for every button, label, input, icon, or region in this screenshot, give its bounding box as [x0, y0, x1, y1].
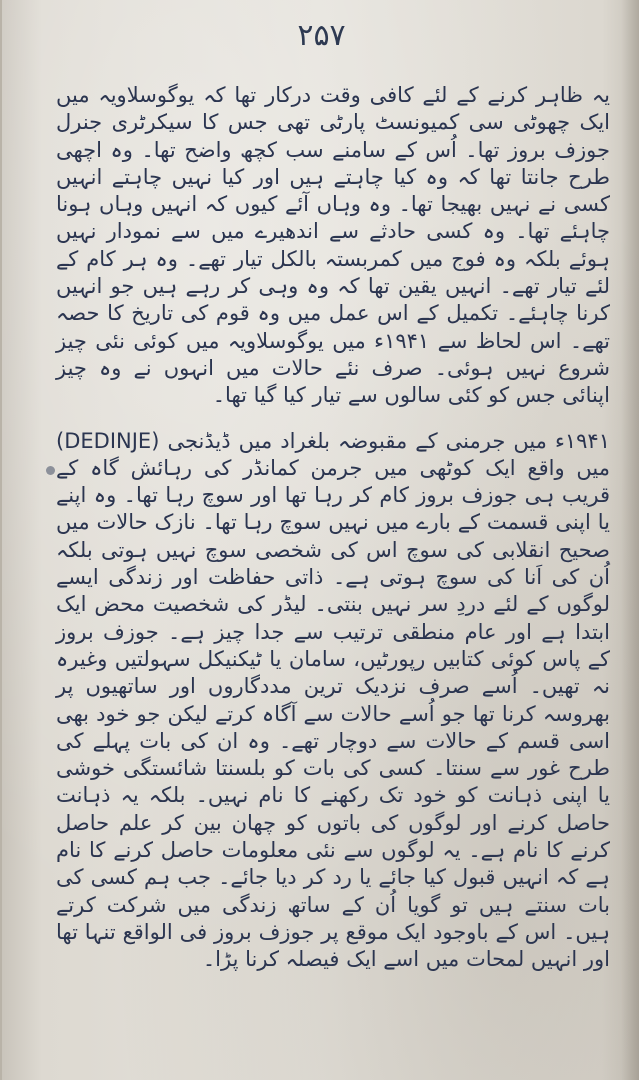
- paragraph-1: یہ ظاہر کرنے کے لئے کافی وقت درکار تھا کہ یوگوسلاویہ میں ایک چھوٹی سی کمیونسٹ پارٹی تھی جس کا سیکرٹری جنرل جوزف بروز تھا۔ اُس کے سامنے سب کچھ واضح تھا۔ وہ اچھی طرح جانتا تھا کہ وہ کیا چاہتے ہیں اور کیا نہیں چاہتے انہیں کسی نے نہیں بھیجا تھا۔ وہ وہاں آئے کیوں کہ انہیں وہاں ہونا چاہئے تھا۔ وہ کسی حادثے سے اندھیرے میں سے نمودار نہیں ہوئے بلکہ وہ فوج میں کمربستہ بالکل تیار تھے۔ وہ ہر کام کے لئے تیار تھے۔ انہیں یقین تھا کہ وہ وہی کر رہے ہیں جو انہیں کرنا چاہئے۔ تکمیل کے اس عمل میں وہ قوم کی تاریخ کا حصہ تھے۔ اس لحاظ سے ۱۹۴۱ء میں یوگوسلاویہ میں کوئی نئی چیز شروع نہیں ہوئی۔ صرف نئے حالات میں انہوں نے وہ چیز اپنائی جس کو کئی سالوں سے تیار کیا گیا تھا۔: [56, 83, 610, 408]
- page-edge-shadow: [621, 0, 639, 1080]
- paragraph-2: ۱۹۴۱ء میں جرمنی کے مقبوضہ بلغراد میں ڈیڈنجی (DEDINJE) میں واقع ایک کوٹھی میں جرمن کمانڈر کی رہائش گاہ کے قریب ہی جوزف بروز کام کر رہا تھا اور سوچ رہا تھا۔ وہ اپنے یا اپنی قسمت کے بارے میں نہیں سوچ رہا تھا۔ نازک حالات میں صحیح انقلابی کی سوچ اس کی شخصی سوچ نہیں ہوتی بلکہ اُن کی اَنا کی سوچ ہوتی ہے۔ ذاتی حفاظت اور زندگی ایسے لوگوں کے لئے دردِ سر نہیں بنتی۔ لیڈر کی شخصیت محض ایک ابتدا ہے اور عام منطقی ترتیب سے جدا چیز ہے۔ جوزف بروز کے پاس کوئی کتابیں رپورٹیں، سامان یا ٹیکنیکل سہولتیں وغیرہ نہ تھیں۔ اُسے صرف نزدیک ترین مددگاروں اور ساتھیوں پر بھروسہ کرنا تھا جو اُسے حالات سے آگاہ کرتے لیکن جو خود بھی اسی قسم کے حالات سے دوچار تھے۔ وہ ان کی بات پہلے کی طرح غور سے سنتا۔ کسی کی بات کو بلسنتا شائستگی خوشی یا اپنی ذہانت کو خود تک رکھنے کا نام نہیں۔ بلکہ یہ ذہانت حاصل کرنے اور لوگوں کی باتوں کو چھان بین کر علم حاصل کرنے کا نام ہے۔ یہ لوگوں سے نئی معلومات حاصل کرنے کا نام ہے کہ انہیں قبول کیا جائے یا رد کر دیا جائے۔ جب ہم کسی کی بات سنتے ہیں تو گویا اُن کے ساتھ زندگی میں شرکت کرتے ہیں۔ اس کے باوجود ایک موقع پر جوزف بروز فی الواقع تنہا تھا اور انہیں لمحات میں اسے ایک فیصلہ کرنا پڑا۔: [56, 428, 610, 972]
- page-number: ۲۵۷: [297, 18, 346, 53]
- urdu-text-body: [56, 82, 610, 992]
- margin-dot-mark: [46, 466, 55, 475]
